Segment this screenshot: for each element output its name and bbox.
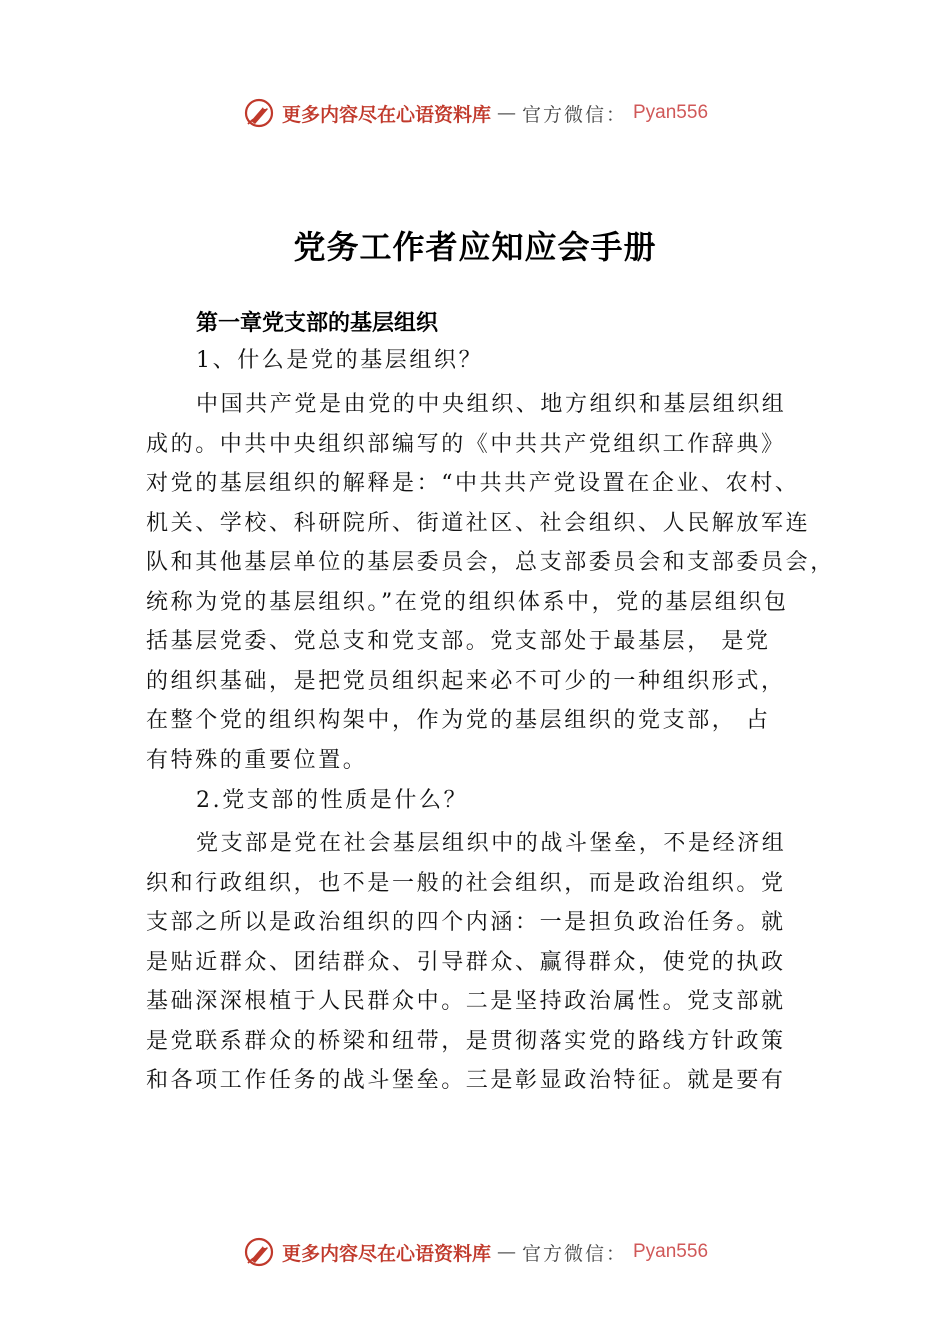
paragraph-line: 对党的基层组织的解释是：“中共共产党设置在企业、农村、 — [146, 471, 800, 496]
paragraph-line: 和各项工作任务的战斗堡垒。三是彰显政治特征。就是要有 — [146, 1068, 786, 1093]
watermark-wechat-handle: Pyan556 — [633, 102, 709, 123]
paragraph-line: 的组织基础，是把党员组织起来必不可少的一种组织形式， — [146, 668, 786, 694]
pen-nib-logo-icon — [242, 1235, 276, 1269]
chapter-heading: 第一章党支部的基层组织 — [196, 311, 439, 336]
paragraph-line: 党支部是党在社会基层组织中的战斗堡垒，不是经济组 — [196, 831, 787, 856]
paragraph-line: 支部之所以是政治组织的四个内涵：一是担负政治任务。就 — [146, 910, 786, 935]
document-title: 党务工作者应知应会手册 — [293, 228, 657, 266]
paragraph-line: 是贴近群众、团结群众、引导群众、赢得群众，使党的执政 — [146, 949, 786, 975]
paragraph-line: 中国共产党是由党的中央组织、地方组织和基层组织组 — [196, 392, 787, 417]
paragraph-line: 队和其他基层单位的基层委员会，总支部委员会和支部委员会， — [146, 550, 835, 575]
question-1: 1、什么是党的基层组织？ — [196, 348, 484, 373]
footer-watermark — [0, 1232, 950, 1272]
question-2: 2.党支部的性质是什么？ — [196, 788, 469, 813]
paragraph-line: 织和行政组织，也不是一般的社会组织，而是政治组织。党 — [146, 870, 786, 896]
watermark-official-label: 官方微信： — [521, 103, 627, 126]
header-watermark — [0, 93, 950, 133]
paragraph-line: 有特殊的重要位置。 — [146, 747, 368, 773]
watermark-brand: 更多内容尽在心语资料库 — [281, 1242, 491, 1265]
watermark-dash: — — [496, 102, 516, 124]
paragraph-line: 在整个党的组织构架中，作为党的基层组织的党支部， 占 — [146, 708, 771, 733]
watermark-official-label: 官方微信： — [521, 1242, 627, 1265]
paragraph-line: 统称为党的基层组织。”在党的组织体系中，党的基层组织包 — [146, 589, 789, 615]
paragraph-line: 基础深深根植于人民群众中。二是坚持政治属性。党支部就 — [146, 989, 786, 1014]
paragraph-2 — [146, 824, 836, 1101]
paragraph-line: 成的。中共中央组织部编写的《中共共产党组织工作辞典》 — [146, 431, 786, 457]
watermark-dash: — — [496, 1241, 516, 1263]
watermark-wechat-handle: Pyan556 — [633, 1241, 709, 1262]
paragraph-line: 机关、学校、科研院所、街道社区、社会组织、人民解放军连 — [146, 510, 811, 536]
pen-nib-logo-icon — [242, 96, 276, 130]
paragraph-line: 是党联系群众的桥梁和纽带，是贯彻落实党的路线方针政策 — [146, 1028, 786, 1054]
watermark-brand: 更多内容尽在心语资料库 — [281, 103, 491, 126]
paragraph-line: 括基层党委、党总支和党支部。党支部处于最基层， 是党 — [146, 629, 771, 654]
paragraph-1 — [146, 385, 836, 780]
